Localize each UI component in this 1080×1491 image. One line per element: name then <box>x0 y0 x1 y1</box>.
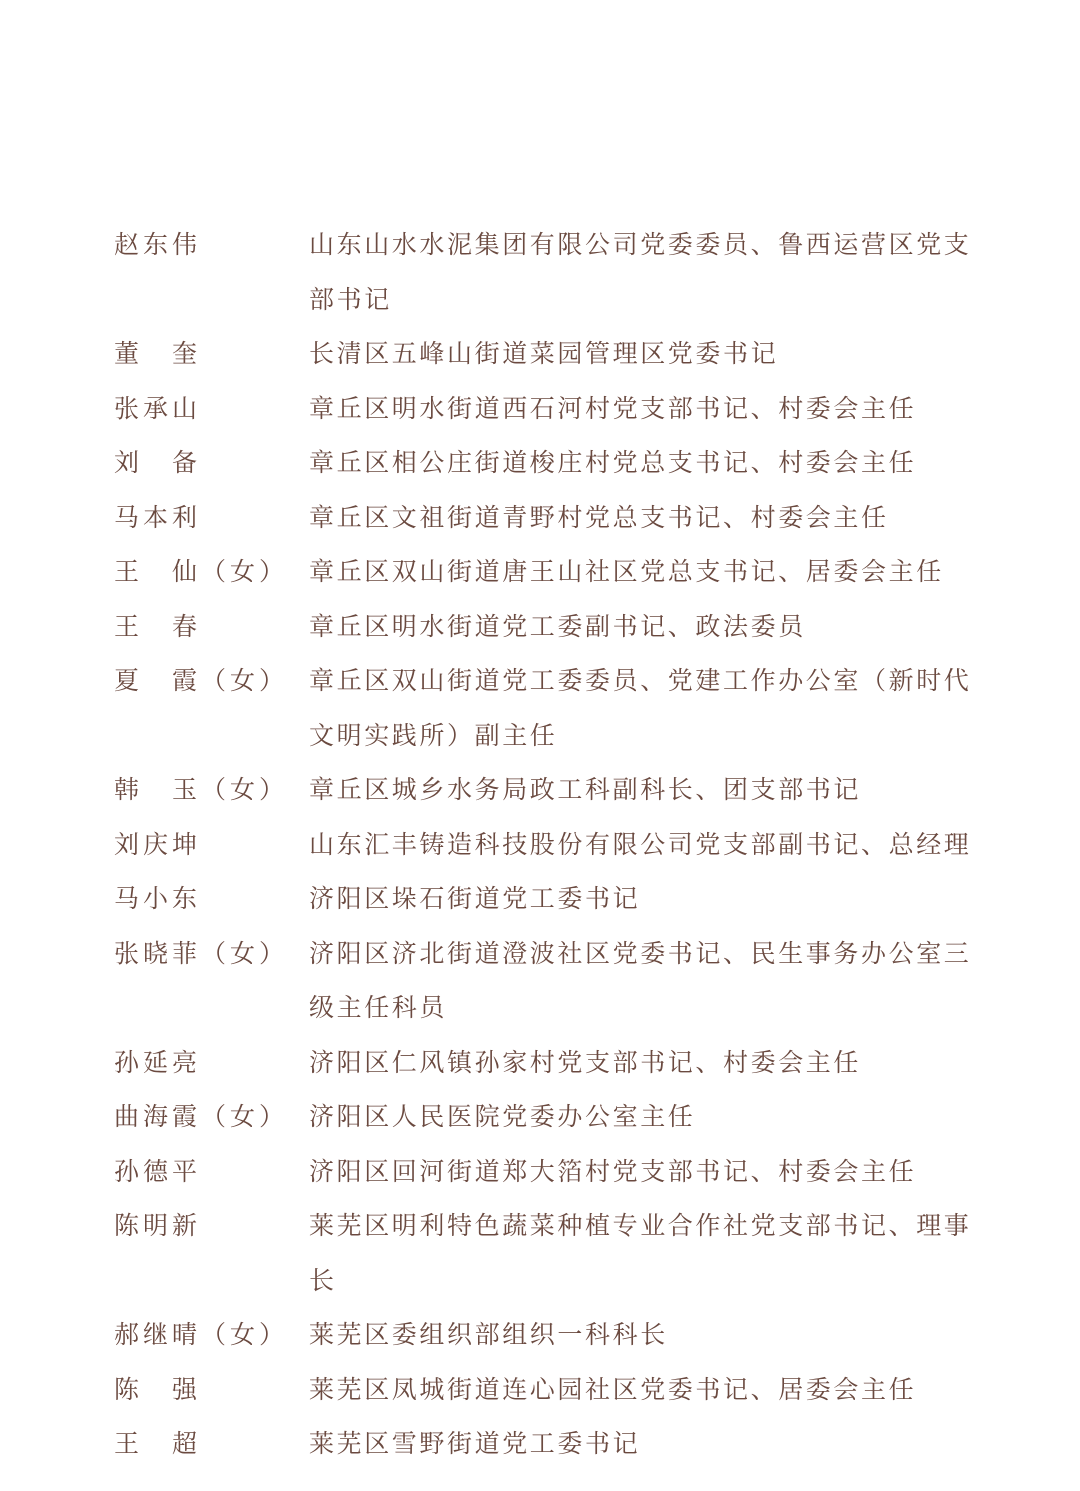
person-name: 夏 霞（女） <box>114 666 289 695</box>
person-title: 长清区五峰山街道菜园管理区党委书记 <box>309 339 779 368</box>
list-item <box>0 1363 1080 1418</box>
list-item <box>0 763 1080 818</box>
person-name: 陈明新 <box>114 1211 202 1240</box>
person-title: 章丘区明水街道党工委副书记、政法委员 <box>309 611 806 641</box>
person-title: 莱芜区委组织部组织一科科长 <box>309 1320 668 1349</box>
person-title: 莱芜区明利特色蔬菜种植专业合作社党支部书记、理事长 <box>309 1211 972 1295</box>
list-item <box>0 382 1080 437</box>
person-title: 章丘区城乡水务局政工科副科长、团支部书记 <box>309 775 862 804</box>
list-item <box>0 654 1080 763</box>
person-name: 曲海霞（女） <box>114 1102 289 1131</box>
person-name: 赵东伟 <box>114 230 202 259</box>
person-name: 王 仙（女） <box>114 557 289 586</box>
person-title: 莱芜区雪野街道党工委书记 <box>309 1429 641 1458</box>
list-item <box>0 1090 1080 1145</box>
person-title: 山东汇丰铸造科技股份有限公司党支部副书记、总经理 <box>309 829 972 859</box>
list-item <box>0 436 1080 491</box>
person-title: 济阳区济北街道澄波社区党委书记、民生事务办公室三级主任科员 <box>309 938 972 1022</box>
person-name: 张晓菲（女） <box>114 938 289 968</box>
list-item <box>0 327 1080 382</box>
person-title: 章丘区文祖街道青野村党总支书记、村委会主任 <box>309 502 889 532</box>
person-title: 章丘区双山街道党工委委员、党建工作办公室（新时代文明实践所）副主任 <box>309 666 972 750</box>
person-name: 马小东 <box>114 884 202 913</box>
person-name: 韩 玉（女） <box>114 775 289 804</box>
list-item <box>0 1199 1080 1308</box>
person-title: 山东山水水泥集团有限公司党委委员、鲁西运营区党支部书记 <box>309 230 972 314</box>
person-name: 孙德平 <box>114 1156 202 1186</box>
person-name: 陈 强 <box>114 1374 202 1404</box>
person-title: 章丘区双山街道唐王山社区党总支书记、居委会主任 <box>309 557 944 586</box>
list-item <box>0 1036 1080 1091</box>
person-name: 刘庆坤 <box>114 829 202 859</box>
list-item <box>0 818 1080 873</box>
list-item <box>0 1417 1080 1472</box>
list-item <box>0 545 1080 600</box>
person-name: 孙延亮 <box>114 1047 202 1077</box>
person-title: 章丘区明水街道西石河村党支部书记、村委会主任 <box>309 393 917 423</box>
list-item <box>0 218 1080 327</box>
list-item <box>0 1308 1080 1363</box>
person-name: 王 超 <box>114 1429 202 1458</box>
person-title: 章丘区相公庄街道梭庄村党总支书记、村委会主任 <box>309 448 917 477</box>
person-name: 郝继晴（女） <box>114 1320 289 1349</box>
person-title: 莱芜区凤城街道连心园社区党委书记、居委会主任 <box>309 1374 917 1404</box>
list-item <box>0 491 1080 546</box>
honoree-list <box>0 218 1080 1472</box>
list-item <box>0 872 1080 927</box>
person-title: 济阳区人民医院党委办公室主任 <box>309 1102 696 1131</box>
person-title: 济阳区垛石街道党工委书记 <box>309 884 641 913</box>
list-item <box>0 600 1080 655</box>
person-title: 济阳区回河街道郑大箔村党支部书记、村委会主任 <box>309 1156 917 1186</box>
person-name: 董 奎 <box>114 339 202 368</box>
person-name: 马本利 <box>114 502 202 532</box>
person-title: 济阳区仁风镇孙家村党支部书记、村委会主任 <box>309 1047 862 1077</box>
list-item <box>0 927 1080 1036</box>
person-name: 王 春 <box>114 611 202 641</box>
person-name: 张承山 <box>114 393 202 423</box>
person-name: 刘 备 <box>114 448 202 477</box>
list-item <box>0 1145 1080 1200</box>
